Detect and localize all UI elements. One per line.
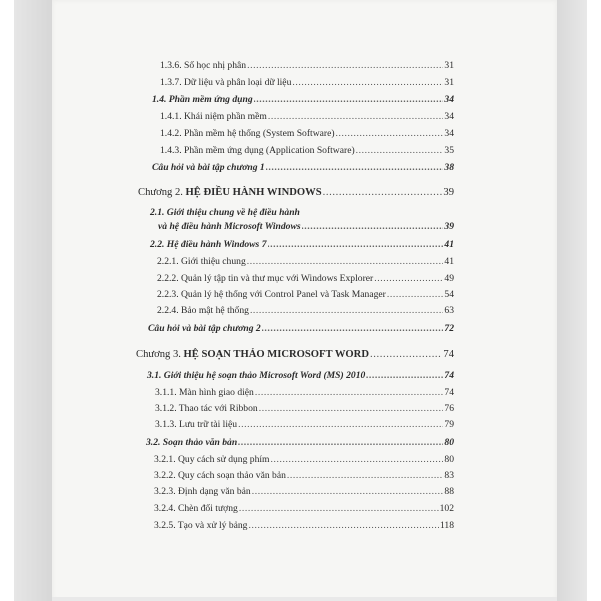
toc-entry bbox=[157, 289, 454, 301]
left-page-edge bbox=[14, 0, 54, 601]
toc-leader-dots bbox=[238, 437, 443, 449]
toc-section-title: 3.2. Soạn thảo văn bản bbox=[146, 437, 238, 448]
toc-entry-page: 38 bbox=[444, 162, 454, 173]
toc-entry-title: 1.4.2. Phần mềm hệ thống (System Software) bbox=[160, 128, 335, 139]
toc-entry-title: 1.3.6. Số học nhị phân bbox=[160, 60, 247, 71]
toc-leader-dots bbox=[366, 370, 443, 382]
toc-entry bbox=[154, 486, 454, 498]
toc-entry-page: 118 bbox=[439, 520, 454, 531]
toc-leader-dots bbox=[259, 403, 444, 415]
toc-entry-title: 3.1.3. Lưu trữ tài liệu bbox=[155, 419, 238, 430]
toc-entry-page: 31 bbox=[444, 77, 454, 88]
toc-entry-page: 74 bbox=[444, 387, 454, 398]
toc-entry bbox=[160, 145, 454, 157]
toc-leader-dots bbox=[255, 387, 444, 399]
toc-entry-page: 34 bbox=[444, 128, 454, 139]
toc-entry bbox=[154, 470, 454, 482]
toc-entry-page: 34 bbox=[444, 94, 454, 105]
toc-section bbox=[158, 221, 454, 233]
toc-leader-dots bbox=[262, 323, 444, 335]
toc-section-title: 3.1. Giới thiệu hệ soạn thảo Microsoft Word (MS) 2010 bbox=[147, 370, 366, 381]
toc-entry bbox=[155, 403, 454, 415]
toc-entry bbox=[157, 273, 454, 285]
toc-leader-dots bbox=[302, 221, 444, 233]
toc-chapter-title bbox=[138, 187, 322, 199]
toc-section-title-line1: 2.1. Giới thiệu chung về hệ điều hành bbox=[150, 207, 300, 218]
chapter-name: HỆ ĐIỀU HÀNH WINDOWS bbox=[185, 187, 322, 198]
toc-section-title: và hệ điều hành Microsoft Windows bbox=[158, 221, 301, 232]
toc-leader-dots bbox=[238, 419, 443, 431]
toc-section-title: Câu hỏi và bài tập chương 2 bbox=[148, 323, 261, 334]
toc-entry-page: 76 bbox=[444, 403, 454, 414]
toc-entry-title: 3.1.1. Màn hình giao diện bbox=[155, 387, 254, 398]
toc-entry bbox=[160, 60, 454, 72]
toc-leader-dots bbox=[323, 187, 443, 199]
toc-leader-dots bbox=[252, 486, 444, 498]
toc-leader-dots bbox=[247, 256, 444, 268]
toc-leader-dots bbox=[370, 349, 442, 361]
toc-leader-dots bbox=[271, 454, 444, 466]
toc-entry-page: 31 bbox=[444, 60, 454, 71]
toc-entry-page: 79 bbox=[444, 419, 454, 430]
toc-entry bbox=[155, 419, 454, 431]
toc-leader-dots bbox=[374, 273, 443, 285]
table-of-contents bbox=[52, 0, 557, 601]
toc-entry-page: 83 bbox=[444, 470, 454, 481]
toc-entry-page: 80 bbox=[444, 437, 454, 448]
toc-leader-dots bbox=[387, 289, 444, 301]
toc-section bbox=[146, 437, 454, 449]
toc-entry-page: 74 bbox=[443, 349, 454, 360]
toc-entry-title: 3.1.2. Thao tác với Ribbon bbox=[155, 403, 258, 414]
toc-entry-title: 1.3.7. Dữ liệu và phân loại dữ liệu bbox=[160, 77, 292, 88]
toc-entry-page: 80 bbox=[444, 454, 454, 465]
toc-entry bbox=[157, 305, 454, 317]
toc-entry-page: 72 bbox=[444, 323, 454, 334]
toc-entry-title: 3.2.4. Chèn đối tượng bbox=[154, 503, 238, 514]
toc-entry-title: 3.2.3. Định dạng văn bản bbox=[154, 486, 251, 497]
toc-chapter bbox=[136, 349, 454, 361]
toc-entry bbox=[157, 256, 454, 268]
toc-entry bbox=[160, 128, 454, 140]
toc-section bbox=[148, 323, 454, 335]
toc-entry-page: 63 bbox=[444, 305, 454, 316]
toc-entry-title: 3.2.1. Quy cách sử dụng phím bbox=[154, 454, 270, 465]
toc-section bbox=[147, 370, 454, 382]
toc-leader-dots bbox=[254, 94, 444, 106]
toc-entry-page: 41 bbox=[444, 239, 454, 250]
toc-leader-dots bbox=[250, 305, 443, 317]
toc-leader-dots bbox=[268, 239, 444, 251]
toc-entry-title: 2.2.1. Giới thiệu chung bbox=[157, 256, 246, 267]
toc-entry-title: 2.2.4. Bảo mật hệ thống bbox=[157, 305, 249, 316]
toc-entry-title: 3.2.2. Quy cách soạn thảo văn bản bbox=[154, 470, 286, 481]
toc-leader-dots bbox=[287, 470, 444, 482]
toc-leader-dots bbox=[268, 111, 444, 123]
chapter-number: Chương 3. bbox=[136, 349, 184, 360]
toc-section-title: 1.4. Phần mềm ứng dụng bbox=[152, 94, 253, 105]
toc-entry-page: 102 bbox=[439, 503, 454, 514]
toc-entry bbox=[154, 454, 454, 466]
toc-entry-title: 2.2.2. Quản lý tập tin và thư mục với Windows Explorer bbox=[157, 273, 374, 284]
toc-entry-page: 54 bbox=[444, 289, 454, 300]
toc-leader-dots bbox=[239, 503, 439, 515]
toc-chapter-title bbox=[136, 349, 369, 361]
chapter-number: Chương 2. bbox=[138, 187, 186, 198]
toc-entry-title: 2.2.3. Quản lý hệ thống với Control Panel và Task Manager bbox=[157, 289, 386, 300]
toc-entry-page: 41 bbox=[444, 256, 454, 267]
toc-entry-title: 1.4.3. Phần mềm ứng dụng (Application Software) bbox=[160, 145, 355, 156]
toc-entry-page: 74 bbox=[444, 370, 454, 381]
toc-chapter bbox=[138, 187, 454, 199]
toc-leader-dots bbox=[356, 145, 444, 157]
toc-leader-dots bbox=[266, 162, 444, 174]
toc-entry bbox=[154, 520, 454, 532]
toc-entry bbox=[155, 387, 454, 399]
toc-leader-dots bbox=[247, 60, 443, 72]
toc-section-title: 2.2. Hệ điều hành Windows 7 bbox=[150, 239, 267, 250]
book-page bbox=[52, 0, 557, 601]
toc-entry bbox=[160, 77, 454, 89]
toc-section bbox=[150, 239, 454, 251]
toc-leader-dots bbox=[248, 520, 438, 532]
toc-entry-page: 88 bbox=[444, 486, 454, 497]
toc-leader-dots bbox=[336, 128, 444, 140]
toc-entry-page: 49 bbox=[444, 273, 454, 284]
chapter-name: HỆ SOẠN THẢO MICROSOFT WORD bbox=[183, 349, 369, 360]
toc-section bbox=[152, 162, 454, 174]
right-page-edge bbox=[557, 0, 587, 601]
toc-section-title: Câu hỏi và bài tập chương 1 bbox=[152, 162, 265, 173]
toc-entry-title: 1.4.1. Khái niệm phần mềm bbox=[160, 111, 267, 122]
toc-entry bbox=[160, 111, 454, 123]
toc-entry-page: 34 bbox=[444, 111, 454, 122]
toc-entry-title: 3.2.5. Tạo và xử lý bảng bbox=[154, 520, 248, 531]
toc-entry bbox=[154, 503, 454, 515]
toc-section bbox=[152, 94, 454, 106]
toc-entry-page: 35 bbox=[444, 145, 454, 156]
toc-leader-dots bbox=[292, 77, 443, 89]
toc-entry-page: 39 bbox=[443, 187, 454, 198]
page-bottom-edge bbox=[52, 597, 557, 601]
toc-entry-page: 39 bbox=[444, 221, 454, 232]
